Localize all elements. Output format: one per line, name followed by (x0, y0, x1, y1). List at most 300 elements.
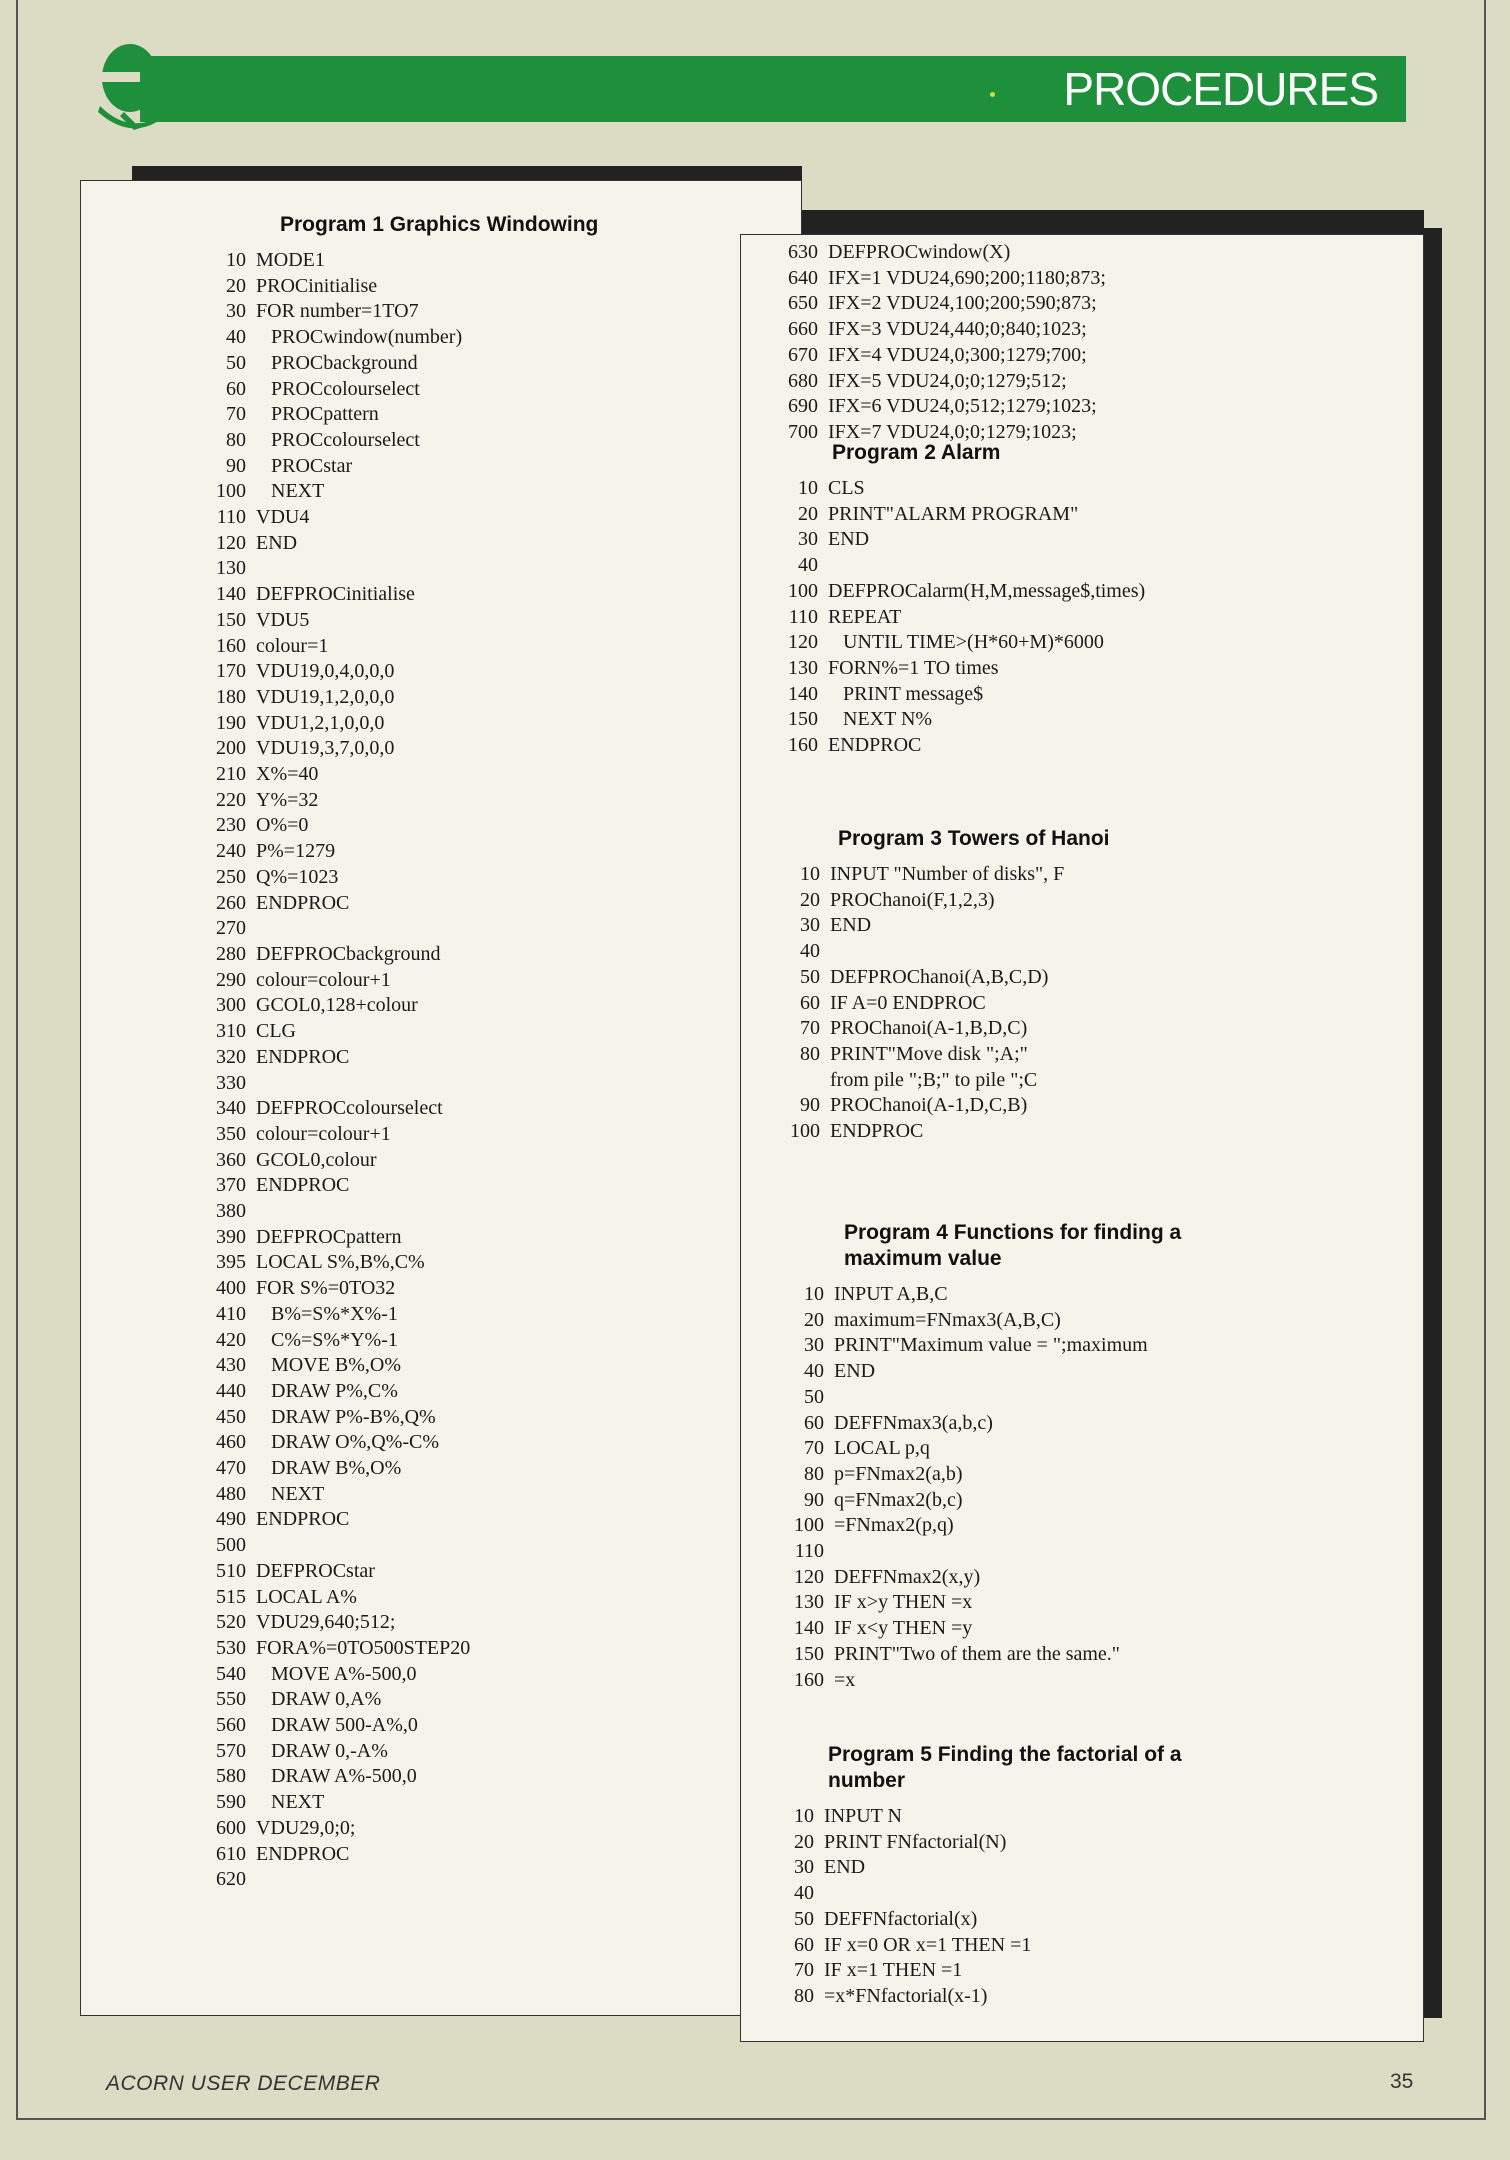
line-number: 70 (804, 1437, 824, 1460)
code-line (766, 1590, 1244, 1616)
code-line (760, 630, 1145, 656)
line-number: 20 (800, 888, 820, 911)
code-line (188, 813, 598, 839)
statement: DEFPROCcolourselect (256, 1097, 443, 1120)
program-title: Program 1 Graphics Windowing (280, 213, 599, 236)
statement: PROChanoi(A-1,B,D,C) (830, 1017, 1028, 1040)
code-line (760, 579, 1145, 605)
code-line (188, 1687, 598, 1713)
statement: PROChanoi(A-1,D,C,B) (830, 1094, 1028, 1117)
code-line (188, 1019, 598, 1045)
line-number: 100 (790, 1120, 820, 1143)
code-line (760, 291, 1106, 317)
code-line (188, 1636, 598, 1662)
line-number: 40 (226, 326, 246, 349)
code-line (756, 1804, 1228, 1830)
page-number: 35 (1390, 2070, 1414, 2093)
statement: PRINT"Maximum value = ";maximum (834, 1334, 1148, 1357)
code-line (766, 1462, 1244, 1488)
statement: VDU5 (256, 608, 310, 631)
statement: PROCwindow(number) (256, 326, 463, 349)
line-number: 640 (788, 266, 818, 289)
code-line (760, 682, 1145, 708)
statement: VDU29,640;512; (256, 1611, 396, 1634)
statement: END (834, 1360, 876, 1383)
code-listing (762, 862, 1110, 1145)
statement: PRINT"ALARM PROGRAM" (828, 502, 1079, 525)
statement: DEFPROCstar (256, 1559, 375, 1582)
code-line (188, 1250, 598, 1276)
line-number: 210 (216, 763, 246, 786)
line-number: 480 (216, 1482, 246, 1505)
statement: MOVE A%-500,0 (256, 1662, 417, 1685)
statement: O%=0 (256, 814, 309, 837)
statement: DRAW 500-A%,0 (256, 1714, 418, 1737)
line-number: 150 (794, 1642, 824, 1665)
line-number: 680 (788, 369, 818, 392)
code-line (188, 505, 598, 531)
line-number: 490 (216, 1508, 246, 1531)
code-line (188, 634, 598, 660)
statement: ENDPROC (256, 1508, 350, 1531)
line-number: 540 (216, 1662, 246, 1685)
statement: VDU19,0,4,0,0,0 (256, 660, 395, 683)
line-number: 140 (216, 583, 246, 606)
code-line (188, 1225, 598, 1251)
code-line (762, 991, 1110, 1017)
statement: DEFPROChanoi(A,B,C,D) (830, 965, 1049, 988)
line-number: 50 (794, 1907, 814, 1930)
line-number: 390 (216, 1225, 246, 1248)
statement: ENDPROC (256, 1174, 350, 1197)
line-number: 130 (794, 1591, 824, 1614)
statement: FOR number=1TO7 (256, 300, 419, 323)
statement: =x*FNfactorial(x-1) (824, 1984, 988, 2007)
code-line (188, 1842, 598, 1868)
line-number: 10 (804, 1283, 824, 1305)
statement: from pile ";B;" to pile ";C (830, 1068, 1038, 1091)
line-number: 460 (216, 1431, 246, 1454)
program-1-continued (760, 240, 1106, 446)
line-number: 30 (226, 300, 246, 323)
code-line (188, 1764, 598, 1790)
statement: ENDPROC (830, 1120, 924, 1143)
statement: colour=colour+1 (256, 968, 391, 991)
code-line (188, 479, 598, 505)
statement: IFX=2 VDU24,100;200;590;873; (828, 292, 1097, 315)
code-line (188, 968, 598, 994)
statement: PRINT"Two of them are the same." (834, 1642, 1120, 1665)
statement: IFX=3 VDU24,440;0;840;1023; (828, 318, 1087, 341)
statement: PRINT FNfactorial(N) (824, 1830, 1007, 1853)
line-number: 650 (788, 292, 818, 315)
statement: Y%=32 (256, 788, 319, 811)
statement: NEXT (256, 1791, 325, 1814)
statement: DEFPROCalarm(H,M,message$,times) (828, 579, 1146, 602)
statement: VDU19,1,2,0,0,0 (256, 685, 395, 708)
line-number: 80 (804, 1462, 824, 1485)
line-number: 160 (794, 1668, 824, 1691)
code-line (188, 1276, 598, 1302)
code-line (188, 1713, 598, 1739)
code-line (188, 274, 598, 300)
code-listing (188, 248, 598, 1893)
header-bar (140, 56, 1406, 122)
line-number: 120 (794, 1565, 824, 1588)
line-number: 620 (216, 1868, 246, 1891)
code-line (188, 299, 598, 325)
line-number: 50 (226, 351, 246, 374)
line-number: 260 (216, 891, 246, 914)
line-number: 700 (788, 420, 818, 443)
code-line (760, 502, 1145, 528)
program-title: Program 4 Functions for finding a maximum value (844, 1221, 1182, 1270)
code-line (762, 1016, 1110, 1042)
code-line (188, 1173, 598, 1199)
line-number: 120 (216, 531, 246, 554)
statement: maximum=FNmax3(A,B,C) (834, 1308, 1061, 1331)
line-number: 10 (798, 477, 818, 499)
statement: IF x<y THEN =y (834, 1617, 973, 1640)
statement: MOVE B%,O% (256, 1354, 401, 1377)
statement: DEFPROCbackground (256, 942, 441, 965)
code-listing (756, 1804, 1228, 2010)
statement: PROCcolourselect (256, 377, 420, 400)
line-number: 140 (794, 1617, 824, 1640)
statement: DEFPROCinitialise (256, 583, 415, 606)
code-line (760, 240, 1106, 266)
line-number: 10 (226, 249, 246, 271)
line-number: 70 (800, 1017, 820, 1040)
code-line (756, 1855, 1228, 1881)
line-number: 690 (788, 395, 818, 418)
code-line (756, 1958, 1228, 1984)
line-number: 420 (216, 1328, 246, 1351)
line-number: 40 (794, 1882, 814, 1905)
code-line (760, 266, 1106, 292)
code-line (762, 913, 1110, 939)
code-line (762, 1068, 1110, 1094)
line-number: 160 (788, 734, 818, 757)
line-number: 290 (216, 968, 246, 991)
code-line (188, 736, 598, 762)
code-line (760, 707, 1145, 733)
line-number: 160 (216, 634, 246, 657)
statement: FOR S%=0TO32 (256, 1277, 396, 1300)
code-line (188, 1328, 598, 1354)
line-number: 340 (216, 1097, 246, 1120)
statement: DRAW P%-B%,Q% (256, 1405, 436, 1428)
code-line (756, 1984, 1228, 2010)
line-number: 80 (794, 1984, 814, 2007)
code-line (756, 1881, 1228, 1907)
statement: PROCpattern (256, 403, 379, 426)
statement: FORA%=0TO500STEP20 (256, 1636, 471, 1659)
statement: INPUT N (824, 1805, 902, 1827)
line-number: 10 (800, 863, 820, 885)
line-number: 20 (794, 1830, 814, 1853)
code-line (188, 428, 598, 454)
code-listing (760, 240, 1106, 446)
code-line (188, 1507, 598, 1533)
statement: LOCAL A% (256, 1585, 357, 1608)
line-number: 380 (216, 1200, 246, 1223)
line-number: 180 (216, 685, 246, 708)
code-line (188, 608, 598, 634)
line-number: 60 (226, 377, 246, 400)
code-listing (760, 476, 1145, 759)
line-number: 30 (804, 1334, 824, 1357)
statement: END (830, 914, 872, 937)
line-number: 140 (788, 682, 818, 705)
code-line (188, 993, 598, 1019)
statement: DRAW P%,C% (256, 1379, 398, 1402)
panel-shadow (132, 166, 802, 180)
section-title: PROCEDURES (1063, 63, 1378, 115)
publication-name: ACORN USER DECEMBER (106, 2072, 381, 2095)
line-number: 600 (216, 1816, 246, 1839)
line-number: 320 (216, 1045, 246, 1068)
line-number: 610 (216, 1842, 246, 1865)
statement: LOCAL p,q (834, 1437, 930, 1460)
code-line (188, 1199, 598, 1225)
program-1 (188, 212, 598, 1893)
code-line (188, 1071, 598, 1097)
line-number: 40 (798, 554, 818, 577)
code-line (188, 659, 598, 685)
code-line (766, 1642, 1244, 1668)
code-line (188, 891, 598, 917)
line-number: 150 (216, 608, 246, 631)
code-line (760, 317, 1106, 343)
line-number: 90 (804, 1488, 824, 1511)
statement: X%=40 (256, 763, 319, 786)
statement: END (256, 531, 298, 554)
code-line (766, 1436, 1244, 1462)
statement: IF x>y THEN =x (834, 1591, 973, 1614)
code-line (766, 1359, 1244, 1385)
statement: DEFPROCpattern (256, 1225, 402, 1248)
line-number: 250 (216, 865, 246, 888)
code-line (766, 1565, 1244, 1591)
code-line (762, 1093, 1110, 1119)
code-line (188, 916, 598, 942)
program-2 (760, 440, 1145, 759)
line-number: 560 (216, 1714, 246, 1737)
line-number: 60 (804, 1411, 824, 1434)
statement: DRAW 0,-A% (256, 1739, 388, 1762)
code-line (188, 942, 598, 968)
code-line (188, 556, 598, 582)
line-number: 30 (798, 528, 818, 551)
header-dot (990, 92, 995, 97)
code-line (188, 454, 598, 480)
line-number: 40 (804, 1360, 824, 1383)
statement: PROCbackground (256, 351, 418, 374)
statement: INPUT A,B,C (834, 1283, 948, 1305)
code-line (188, 248, 598, 274)
statement: END (824, 1856, 866, 1879)
line-number: 510 (216, 1559, 246, 1582)
program-title: Program 5 Finding the factorial of a number (828, 1743, 1182, 1792)
line-number: 100 (216, 480, 246, 503)
statement: LOCAL S%,B%,C% (256, 1251, 425, 1274)
code-line (188, 402, 598, 428)
statement: IFX=5 VDU24,0;0;1279;512; (828, 369, 1067, 392)
line-number: 130 (788, 656, 818, 679)
code-line (756, 1830, 1228, 1856)
statement: =FNmax2(p,q) (834, 1514, 954, 1537)
line-number: 50 (800, 965, 820, 988)
statement: PROCinitialise (256, 274, 378, 297)
code-line (188, 1456, 598, 1482)
line-number: 310 (216, 1020, 246, 1043)
code-line (188, 1405, 598, 1431)
statement: NEXT (256, 480, 325, 503)
line-number: 60 (794, 1933, 814, 1956)
statement: IFX=4 VDU24,0;300;1279;700; (828, 343, 1087, 366)
statement: P%=1279 (256, 840, 336, 863)
statement: ENDPROC (256, 1045, 350, 1068)
line-number: 550 (216, 1688, 246, 1711)
line-number: 90 (800, 1094, 820, 1117)
line-number: 240 (216, 840, 246, 863)
code-line (762, 1042, 1110, 1068)
statement: DEFPROCwindow(X) (828, 241, 1011, 263)
code-line (760, 553, 1145, 579)
code-line (762, 888, 1110, 914)
line-number: 190 (216, 711, 246, 734)
line-number: 220 (216, 788, 246, 811)
line-number: 590 (216, 1791, 246, 1814)
code-line (188, 351, 598, 377)
line-number: 520 (216, 1611, 246, 1634)
statement: IF x=1 THEN =1 (824, 1959, 963, 1982)
statement: END (828, 528, 870, 551)
line-number: 410 (216, 1302, 246, 1325)
code-line (188, 325, 598, 351)
panel-shadow (802, 210, 1424, 234)
line-number: 570 (216, 1739, 246, 1762)
line-number: 370 (216, 1174, 246, 1197)
line-number: 120 (788, 631, 818, 654)
statement: UNTIL TIME>(H*60+M)*6000 (828, 631, 1104, 654)
code-line (766, 1539, 1244, 1565)
statement: IF x=0 OR x=1 THEN =1 (824, 1933, 1032, 1956)
statement: ENDPROC (256, 891, 350, 914)
code-line (188, 1559, 598, 1585)
code-line (188, 377, 598, 403)
statement: PROCstar (256, 454, 353, 477)
code-line (766, 1668, 1244, 1694)
line-number: 100 (788, 579, 818, 602)
statement: REPEAT (828, 605, 902, 628)
statement: =x (834, 1668, 856, 1691)
code-line (188, 1302, 598, 1328)
statement: q=FNmax2(b,c) (834, 1488, 963, 1511)
code-line (760, 394, 1106, 420)
line-number: 10 (794, 1805, 814, 1827)
line-number: 300 (216, 994, 246, 1017)
code-line (766, 1616, 1244, 1642)
statement: GCOL0,colour (256, 1148, 377, 1171)
code-line (188, 1585, 598, 1611)
line-number: 110 (216, 506, 246, 529)
line-number: 30 (794, 1856, 814, 1879)
line-number: 515 (216, 1585, 246, 1608)
line-number: 80 (800, 1042, 820, 1065)
line-number: 500 (216, 1534, 246, 1557)
code-line (188, 1482, 598, 1508)
statement: IF A=0 ENDPROC (830, 991, 986, 1014)
line-number: 90 (226, 454, 246, 477)
code-line (756, 1907, 1228, 1933)
line-number: 30 (800, 914, 820, 937)
code-line (188, 839, 598, 865)
line-number: 110 (788, 605, 818, 628)
statement: DRAW A%-500,0 (256, 1765, 417, 1788)
statement: DRAW 0,A% (256, 1688, 382, 1711)
line-number: 400 (216, 1277, 246, 1300)
line-number: 100 (794, 1514, 824, 1537)
statement: MODE1 (256, 249, 325, 271)
line-number: 660 (788, 318, 818, 341)
statement: NEXT N% (828, 708, 933, 731)
code-line (760, 476, 1145, 502)
code-line (188, 1122, 598, 1148)
statement: PRINT"Move disk ";A;" (830, 1042, 1028, 1065)
statement: C%=S%*Y%-1 (256, 1328, 398, 1351)
statement: DRAW B%,O% (256, 1457, 402, 1480)
code-line (766, 1488, 1244, 1514)
code-line (766, 1411, 1244, 1437)
statement: IFX=7 VDU24,0;0;1279;1023; (828, 420, 1077, 443)
statement: ENDPROC (256, 1842, 350, 1865)
line-number: 70 (226, 403, 246, 426)
line-number: 630 (788, 241, 818, 263)
line-number: 130 (216, 557, 246, 580)
code-line (188, 1430, 598, 1456)
line-number: 20 (226, 274, 246, 297)
code-line (760, 527, 1145, 553)
code-line (766, 1333, 1244, 1359)
statement: ENDPROC (828, 734, 922, 757)
statement: DEFFNfactorial(x) (824, 1907, 978, 1930)
statement: PROChanoi(F,1,2,3) (830, 888, 995, 911)
program-title: Program 3 Towers of Hanoi (838, 827, 1110, 850)
code-line (188, 711, 598, 737)
code-line (188, 1867, 598, 1893)
statement: IFX=1 VDU24,690;200;1180;873; (828, 266, 1106, 289)
line-number: 530 (216, 1636, 246, 1659)
code-line (188, 1816, 598, 1842)
statement: VDU4 (256, 506, 310, 529)
line-number: 450 (216, 1405, 246, 1428)
statement: VDU1,2,1,0,0,0 (256, 711, 385, 734)
code-line (188, 531, 598, 557)
statement: CLG (256, 1020, 296, 1043)
code-line (188, 1148, 598, 1174)
code-line (766, 1308, 1244, 1334)
statement: DEFFNmax2(x,y) (834, 1565, 981, 1588)
line-number: 170 (216, 660, 246, 683)
statement: DRAW O%,Q%-C% (256, 1431, 440, 1454)
code-line (760, 343, 1106, 369)
code-line (188, 582, 598, 608)
code-line (188, 762, 598, 788)
code-line (188, 788, 598, 814)
line-number: 110 (794, 1540, 824, 1563)
